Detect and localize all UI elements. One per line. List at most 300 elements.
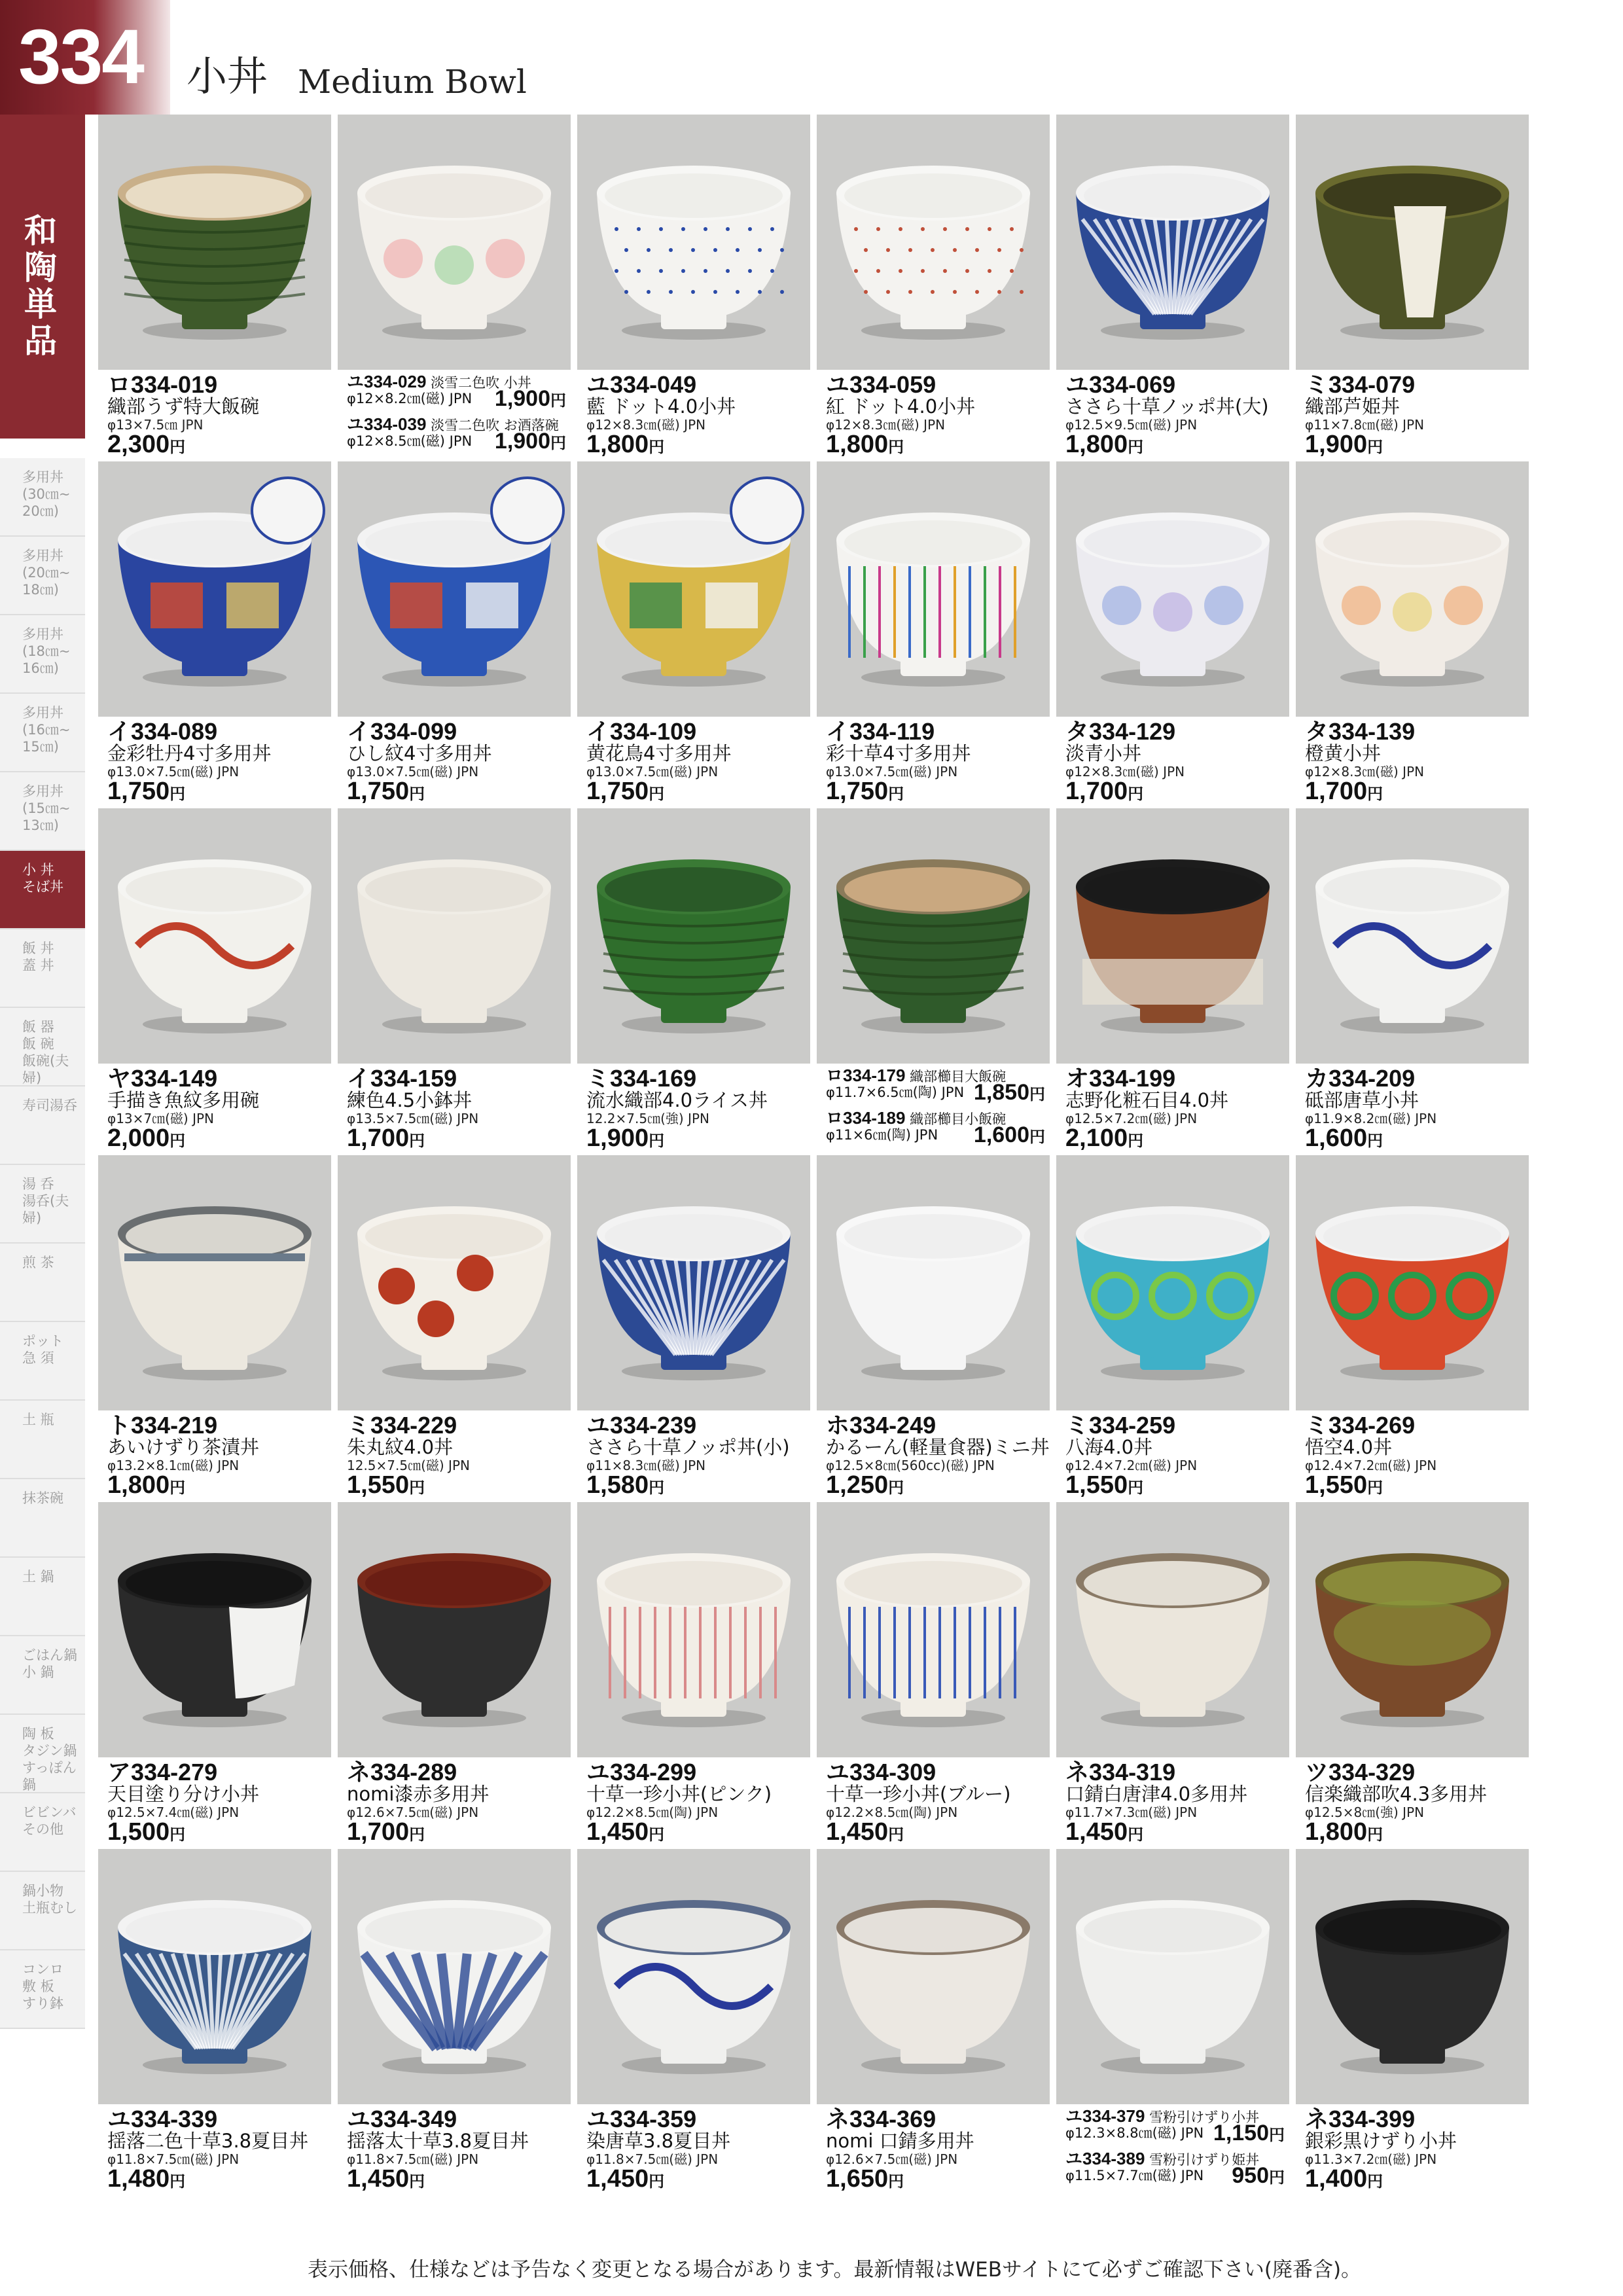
product-photo <box>1296 461 1529 717</box>
product-photo <box>577 1155 810 1410</box>
price-value: 1,400 <box>1305 2165 1368 2193</box>
product-spec: φ12.6×7.5㎝(磁) JPN <box>347 1804 479 1820</box>
product-spec: φ13.5×7.5㎝(磁) JPN <box>347 1111 479 1126</box>
sidebar-tab[interactable]: 寿司湯呑 <box>0 1086 85 1165</box>
yen-unit: 円 <box>1367 1132 1383 1150</box>
product-spec: φ13.0×7.5㎝(磁) JPN <box>826 764 958 780</box>
price-value: 1,750 <box>586 778 649 805</box>
product-card <box>817 808 1050 1153</box>
product-card <box>577 808 810 1153</box>
variant-title-line <box>1065 2151 1285 2168</box>
sidebar-category-label: 和陶単品 <box>24 211 57 360</box>
yen-unit: 円 <box>1269 2169 1285 2187</box>
bowl-illustration <box>98 115 331 370</box>
bowl-illustration <box>577 115 810 370</box>
product-card <box>817 461 1050 806</box>
sidebar-tab[interactable]: ごはん鍋 小 鍋 <box>0 1636 85 1715</box>
product-name: 揺落二色十草3.8夏目丼 <box>107 2130 309 2152</box>
product-photo <box>1056 1155 1289 1410</box>
yen-unit: 円 <box>649 439 665 456</box>
product-name: 染唐草3.8夏目丼 <box>586 2130 731 2152</box>
product-code: オ334-199 <box>1065 1065 1176 1092</box>
product-photo <box>577 1502 810 1757</box>
product-price <box>1065 1125 1143 1155</box>
product-spec: φ11.7×7.3㎝(磁) JPN <box>1065 1804 1198 1820</box>
product-name: 淡青小丼 <box>1065 742 1142 764</box>
bowl-illustration <box>1296 1155 1529 1410</box>
product-name: 口錆白唐津4.0多用丼 <box>1065 1783 1248 1805</box>
bowl-illustration <box>1056 808 1289 1064</box>
bowl-illustration <box>577 461 810 717</box>
product-code: ユ334-349 <box>347 2106 457 2132</box>
price-value: 1,900 <box>494 429 550 454</box>
product-price <box>586 431 664 461</box>
product-code: ヤ334-149 <box>107 1065 218 1092</box>
product-card <box>1056 1849 1289 2194</box>
product-name: 流水織部4.0ライス丼 <box>586 1089 768 1111</box>
product-card <box>1296 1155 1529 1500</box>
bowl-illustration <box>338 808 571 1064</box>
sidebar-tab[interactable]: 飯 丼 蓋 丼 <box>0 929 85 1008</box>
product-name: ささら十草ノッポ丼(小) <box>586 1436 790 1458</box>
product-photo <box>338 1849 571 2104</box>
product-photo <box>817 1155 1050 1410</box>
product-code: タ334-129 <box>1065 718 1176 745</box>
yen-unit: 円 <box>1128 439 1144 456</box>
product-code: カ334-209 <box>1305 1065 1416 1092</box>
yen-unit: 円 <box>888 1479 904 1497</box>
product-name: 藍 ドット4.0小丼 <box>586 395 736 418</box>
sidebar-tab[interactable]: コンロ 敷 板 すり鉢 <box>0 1950 85 2029</box>
price-value: 1,700 <box>1065 778 1128 805</box>
product-spec: φ12.4×7.2㎝(磁) JPN <box>1065 1458 1198 1473</box>
product-code: ユ334-379 <box>1065 2106 1145 2126</box>
bowl-illustration <box>817 808 1050 1064</box>
product-name: 信楽織部吹4.3多用丼 <box>1305 1783 1488 1805</box>
page-number-block <box>0 0 170 115</box>
bowl-illustration <box>1056 1849 1289 2104</box>
product-card <box>577 115 810 459</box>
price-value: 1,450 <box>586 2165 649 2193</box>
product-card <box>577 1849 810 2194</box>
product-spec: φ11×6㎝(陶) JPN <box>826 1127 938 1143</box>
sidebar-tab[interactable]: 煎 茶 <box>0 1244 85 1322</box>
product-spec: φ12.5×8㎝(560cc)(磁) JPN <box>826 1458 995 1473</box>
variant-spec-line <box>1065 2163 1285 2188</box>
product-card <box>338 115 571 459</box>
product-photo <box>338 115 571 370</box>
product-card <box>577 1155 810 1500</box>
product-card <box>1056 461 1289 806</box>
product-spec: 12.5×7.5㎝(磁) JPN <box>347 1458 470 1473</box>
product-photo <box>1056 1849 1289 2104</box>
product-name: 淡雪二色吹 小丼 <box>426 375 531 391</box>
product-name: nomi 口錆多用丼 <box>826 2130 974 2152</box>
yen-unit: 円 <box>550 392 566 410</box>
product-name: 雪粉引けずり姫丼 <box>1145 2152 1260 2168</box>
product-name: 彩十草4寸多用丼 <box>826 742 971 764</box>
product-price <box>107 778 185 808</box>
price-value: 1,450 <box>1065 1818 1128 1846</box>
sidebar-tab[interactable]: 抹茶碗 <box>0 1479 85 1558</box>
product-code: ミ334-229 <box>347 1412 457 1439</box>
yen-unit: 円 <box>1029 1086 1045 1103</box>
product-name: 十草一珍小丼(ピンク) <box>586 1783 772 1805</box>
product-photo <box>1056 1502 1289 1757</box>
product-code: ミ334-079 <box>1305 371 1416 398</box>
product-name: 銀彩黒けずり小丼 <box>1305 2130 1457 2152</box>
product-photo <box>1296 1155 1529 1410</box>
price-value: 1,750 <box>107 778 170 805</box>
product-code: ミ334-259 <box>1065 1412 1176 1439</box>
product-photo <box>577 1849 810 2104</box>
yen-unit: 円 <box>1367 439 1383 456</box>
product-spec: φ11.5×7.7㎝(磁) JPN <box>1065 2168 1204 2183</box>
product-card <box>1296 808 1529 1153</box>
price-value: 1,450 <box>586 1818 649 1846</box>
product-spec: φ11.8×7.5㎝(磁) JPN <box>586 2151 719 2167</box>
variant-spec-line <box>347 386 566 411</box>
product-spec: φ13.0×7.5㎝(磁) JPN <box>107 764 240 780</box>
product-photo <box>98 1849 331 2104</box>
product-name: 八海4.0丼 <box>1065 1436 1153 1458</box>
product-price <box>494 429 566 454</box>
bowl-illustration <box>98 1155 331 1410</box>
product-price <box>586 1472 664 1501</box>
bowl-illustration <box>577 1155 810 1410</box>
yen-unit: 円 <box>409 2173 425 2191</box>
product-name: 揺落太十草3.8夏目丼 <box>347 2130 529 2152</box>
variant-spec-line <box>1065 2121 1285 2145</box>
price-value: 1,900 <box>1305 431 1368 458</box>
product-spec: φ11.9×8.2㎝(磁) JPN <box>1305 1111 1437 1126</box>
product-price <box>347 1819 425 1848</box>
product-code: ミ334-269 <box>1305 1412 1416 1439</box>
product-code: イ334-099 <box>347 718 457 745</box>
bowl-illustration <box>817 115 1050 370</box>
price-value: 1,900 <box>494 386 550 411</box>
yen-unit: 円 <box>1128 785 1144 803</box>
product-price <box>107 431 185 461</box>
price-value: 1,800 <box>107 1471 170 1499</box>
price-value: 2,000 <box>107 1124 170 1152</box>
sidebar-tab[interactable]: 多用丼 (18㎝~ 16㎝) <box>0 615 85 694</box>
sidebar-tab[interactable]: 土 鍋 <box>0 1558 85 1636</box>
product-card <box>577 461 810 806</box>
sidebar-tab[interactable]: 多用丼 (30㎝~ 20㎝) <box>0 458 85 537</box>
product-price <box>826 431 904 461</box>
price-value: 1,800 <box>586 431 649 458</box>
price-value: 1,850 <box>973 1080 1029 1105</box>
product-card <box>98 1502 331 1847</box>
bowl-illustration <box>817 1849 1050 2104</box>
bowl-illustration <box>1056 115 1289 370</box>
product-price <box>1305 778 1383 808</box>
product-name: 紅 ドット4.0小丼 <box>826 395 976 418</box>
product-code: ホ334-249 <box>826 1412 936 1439</box>
product-card <box>1296 115 1529 459</box>
product-name: nomi漆赤多用丼 <box>347 1783 490 1805</box>
product-spec: φ12.2×8.5㎝(陶) JPN <box>586 1804 719 1820</box>
product-spec: φ11.7×6.5㎝(陶) JPN <box>826 1085 965 1100</box>
yen-unit: 円 <box>550 435 566 452</box>
yen-unit: 円 <box>409 1132 425 1150</box>
price-value: 1,450 <box>347 2165 410 2193</box>
product-code: ユ334-029 <box>347 372 427 391</box>
yen-unit: 円 <box>169 2173 186 2191</box>
product-card <box>817 1155 1050 1500</box>
price-value: 1,550 <box>1305 1471 1368 1499</box>
yen-unit: 円 <box>1367 785 1383 803</box>
product-code: ユ334-299 <box>586 1759 697 1785</box>
bowl-illustration <box>338 1502 571 1757</box>
product-code: ユ334-059 <box>826 371 936 398</box>
price-value: 1,580 <box>586 1471 649 1499</box>
yen-unit: 円 <box>169 1826 186 1844</box>
product-name: 黄花鳥4寸多用丼 <box>586 742 732 764</box>
yen-unit: 円 <box>1269 2126 1285 2144</box>
yen-unit: 円 <box>1367 1826 1383 1844</box>
product-price <box>1305 1472 1383 1501</box>
product-photo <box>1056 461 1289 717</box>
product-spec: φ12.5×7.4㎝(磁) JPN <box>107 1804 240 1820</box>
product-code: ト334-219 <box>107 1412 218 1439</box>
product-code: ユ334-389 <box>1065 2149 1145 2168</box>
product-name: 朱丸紋4.0丼 <box>347 1436 454 1458</box>
product-photo <box>817 808 1050 1064</box>
product-photo <box>817 1502 1050 1757</box>
product-spec: φ13.0×7.5㎝(磁) JPN <box>347 764 479 780</box>
product-card <box>817 1849 1050 2194</box>
product-code: ロ334-179 <box>826 1066 906 1085</box>
yen-unit: 円 <box>888 785 904 803</box>
sidebar-tab[interactable]: ビビンバ その他 <box>0 1793 85 1872</box>
product-card <box>1296 461 1529 806</box>
product-name: 金彩牡丹4寸多用丼 <box>107 742 272 764</box>
sidebar-tab[interactable]: 小 丼 そば丼 <box>0 851 85 929</box>
product-price <box>494 386 566 411</box>
price-value: 950 <box>1232 2163 1269 2188</box>
product-photo <box>577 115 810 370</box>
yen-unit: 円 <box>169 785 186 803</box>
product-price <box>826 1819 904 1848</box>
bowl-illustration <box>817 1502 1050 1757</box>
page-number: 334 <box>18 14 143 100</box>
product-card <box>338 1155 571 1500</box>
product-photo <box>577 808 810 1064</box>
sidebar-tabs <box>0 458 85 2029</box>
price-value: 1,900 <box>586 1124 649 1152</box>
product-name: 織部うず特大飯碗 <box>107 395 260 418</box>
product-name: 悟空4.0丼 <box>1305 1436 1393 1458</box>
variant-spec-line <box>826 1080 1045 1105</box>
product-spec: φ13×7.5㎝ JPN <box>107 417 204 433</box>
product-price <box>586 1819 664 1848</box>
bowl-illustration <box>1296 461 1529 717</box>
product-code: イ334-159 <box>347 1065 457 1092</box>
product-spec: φ12×8.3㎝(磁) JPN <box>826 417 946 433</box>
product-price <box>826 778 904 808</box>
product-code: ア334-279 <box>107 1759 218 1785</box>
product-price <box>347 778 425 808</box>
product-name: 志野化粧石目4.0丼 <box>1065 1089 1229 1111</box>
page-title: 小丼 <box>187 52 268 100</box>
product-variant <box>826 1067 1045 1103</box>
product-price <box>1305 2166 1383 2195</box>
sidebar-tab[interactable]: 湯 呑 湯呑(夫婦) <box>0 1165 85 1244</box>
sidebar-tab[interactable]: 土 瓶 <box>0 1401 85 1479</box>
price-value: 1,750 <box>826 778 889 805</box>
product-card <box>577 1502 810 1847</box>
yen-unit: 円 <box>1128 1826 1144 1844</box>
product-price <box>1305 431 1383 461</box>
price-value: 1,700 <box>347 1124 410 1152</box>
product-price <box>1213 2121 1285 2145</box>
price-value: 2,300 <box>107 431 170 458</box>
product-name: 練色4.5小鉢丼 <box>347 1089 473 1111</box>
product-code: ミ334-169 <box>586 1065 697 1092</box>
footer-note: 表示価格、仕様などは予告なく変更となる場合があります。最新情報はWEBサイトにて必ずご確認下さい(廃番含)。 <box>308 2258 1362 2282</box>
yen-unit: 円 <box>1367 1479 1383 1497</box>
product-card <box>1056 808 1289 1153</box>
product-card <box>817 1502 1050 1847</box>
product-photo <box>577 461 810 717</box>
product-card <box>98 1849 331 2194</box>
price-value: 2,100 <box>1065 1124 1128 1152</box>
product-price <box>1065 778 1143 808</box>
product-spec: φ12.6×7.5㎝(磁) JPN <box>826 2151 958 2167</box>
variant-spec-line <box>826 1122 1045 1147</box>
product-variant <box>347 374 566 409</box>
product-price <box>586 2166 664 2195</box>
yen-unit: 円 <box>1367 2173 1383 2191</box>
product-name: 織部櫛目小飯碗 <box>905 1111 1007 1127</box>
yen-unit: 円 <box>169 1132 186 1150</box>
yen-unit: 円 <box>888 1826 904 1844</box>
product-card <box>338 808 571 1153</box>
product-price <box>347 2166 425 2195</box>
product-card <box>338 1502 571 1847</box>
product-code: ネ334-369 <box>826 2106 936 2132</box>
product-photo <box>1296 808 1529 1064</box>
product-card <box>1296 1849 1529 2194</box>
price-value: 1,750 <box>347 778 410 805</box>
variant-title-line <box>347 416 566 433</box>
product-name: 織部櫛目大飯碗 <box>905 1069 1007 1085</box>
product-photo <box>98 115 331 370</box>
product-variant <box>1065 2108 1285 2144</box>
price-value: 1,480 <box>107 2165 170 2193</box>
yen-unit: 円 <box>169 439 186 456</box>
product-spec: φ12.4×7.2㎝(磁) JPN <box>1305 1458 1437 1473</box>
product-spec: φ12.5×8㎝(強) JPN <box>1305 1804 1425 1820</box>
product-price <box>1065 431 1143 461</box>
product-photo <box>817 461 1050 717</box>
price-value: 1,550 <box>1065 1471 1128 1499</box>
product-photo <box>1296 1502 1529 1757</box>
product-name: 天目塗り分け小丼 <box>107 1783 260 1805</box>
price-value: 1,150 <box>1213 2121 1269 2145</box>
product-spec: φ11.3×7.2㎝(磁) JPN <box>1305 2151 1437 2167</box>
product-code: ロ334-019 <box>107 371 218 398</box>
sidebar-tab[interactable]: 飯 器 飯 碗 飯碗(夫婦) <box>0 1008 85 1086</box>
bowl-illustration <box>98 1502 331 1757</box>
product-spec: φ11.8×7.5㎝(磁) JPN <box>107 2151 240 2167</box>
yen-unit: 円 <box>649 1826 665 1844</box>
bowl-illustration <box>1056 1155 1289 1410</box>
product-name: かるーん(軽量食器)ミニ丼 <box>826 1436 1050 1458</box>
product-card <box>817 115 1050 459</box>
product-photo <box>338 1155 571 1410</box>
product-price <box>107 1819 185 1848</box>
product-code: イ334-109 <box>586 718 697 745</box>
product-code: タ334-139 <box>1305 718 1416 745</box>
product-photo <box>817 115 1050 370</box>
bowl-illustration <box>1296 1502 1529 1757</box>
product-photo <box>98 461 331 717</box>
price-value: 1,700 <box>347 1818 410 1846</box>
product-price <box>107 1472 185 1501</box>
price-value: 1,550 <box>347 1471 410 1499</box>
sidebar-tab[interactable]: 多用丼 (20㎝~ 18㎝) <box>0 537 85 615</box>
product-card <box>98 1155 331 1500</box>
bowl-illustration <box>577 1849 810 2104</box>
product-spec: φ12×8.2㎝(磁) JPN <box>347 391 473 406</box>
sidebar-tab[interactable]: 多用丼 (16㎝~ 15㎝) <box>0 694 85 772</box>
yen-unit: 円 <box>888 2173 904 2191</box>
product-name: 十草一珍小丼(ブルー) <box>826 1783 1011 1805</box>
product-spec: φ13.0×7.5㎝(磁) JPN <box>586 764 719 780</box>
bowl-illustration <box>1296 115 1529 370</box>
product-code: ユ334-359 <box>586 2106 697 2132</box>
sidebar-tab[interactable]: 鍋小物 土瓶むし <box>0 1872 85 1950</box>
product-code: ネ334-399 <box>1305 2106 1416 2132</box>
product-photo <box>1056 115 1289 370</box>
sidebar-tab[interactable]: 陶 板 タジン鍋 すっぽん鍋 <box>0 1715 85 1793</box>
product-name: 淡雪二色吹 お酒落碗 <box>426 418 559 433</box>
product-card <box>1056 115 1289 459</box>
yen-unit: 円 <box>649 1479 665 1497</box>
product-code: ユ334-069 <box>1065 371 1176 398</box>
product-spec: φ12.2×8.5㎝(陶) JPN <box>826 1804 958 1820</box>
product-price <box>1232 2163 1285 2188</box>
product-code: ロ334-189 <box>826 1108 906 1128</box>
product-name: 手描き魚紋多用碗 <box>107 1089 260 1111</box>
product-name: 織部芦姫丼 <box>1305 395 1400 418</box>
product-name: 雪粉引けずり小丼 <box>1145 2109 1260 2125</box>
price-value: 1,500 <box>107 1818 170 1846</box>
product-photo <box>1296 1849 1529 2104</box>
product-card <box>98 115 331 459</box>
product-code: ユ334-049 <box>586 371 697 398</box>
product-spec: φ12×8.3㎝(磁) JPN <box>586 417 706 433</box>
bowl-illustration <box>1296 1849 1529 2104</box>
product-price <box>107 2166 185 2195</box>
product-card <box>338 1849 571 2194</box>
sidebar-tab[interactable]: ポット 急 須 <box>0 1322 85 1401</box>
product-code: ユ334-339 <box>107 2106 218 2132</box>
product-code: ユ334-039 <box>347 414 427 434</box>
product-photo <box>338 461 571 717</box>
product-card <box>1056 1502 1289 1847</box>
product-code: ユ334-239 <box>586 1412 697 1439</box>
product-code: ネ334-319 <box>1065 1759 1176 1785</box>
product-price <box>586 1125 664 1155</box>
product-card <box>1296 1502 1529 1847</box>
product-name: あいけずり茶漬丼 <box>107 1436 260 1458</box>
product-variant <box>1065 2151 1285 2186</box>
sidebar-tab[interactable]: 多用丼 (15㎝~ 13㎝) <box>0 772 85 851</box>
